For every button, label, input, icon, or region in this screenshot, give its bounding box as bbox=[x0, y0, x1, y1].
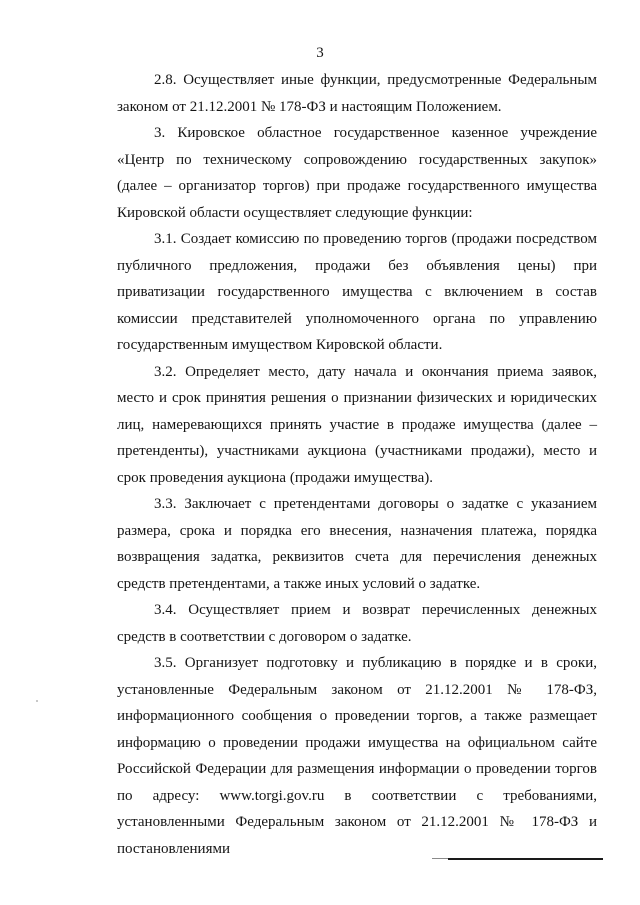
scan-speck bbox=[36, 700, 38, 702]
page-number: 3 bbox=[316, 45, 324, 61]
paragraph-3-5: 3.5. Организует подготовку и публикацию в порядке и в сроки, установленные Федеральным законом от 21.12.2001 № 178-ФЗ, информационного сообщения о проведении торгов, а также размещает информацию о проведении продажи имущества на официальном сайте Российской Федерации для размещения информации о проведении торгов по адресу: www.torgi.gov.ru в соответствии с требованиями, установленными Федеральным законом от 21.12.2001 № 178-ФЗ и постановлениями bbox=[117, 655, 597, 857]
paragraph-3-3: 3.3. Заключает с претендентами договоры о задатке с указанием размера, срока и порядка его внесения, назначения платежа, порядка возвращения задатка, реквизитов счета для перечисления денежных средств претендентами, а также иных условий о задатке. bbox=[117, 496, 597, 592]
paragraph-3-4: 3.4. Осуществляет прием и возврат перечисленных денежных средств в соответствии с договором о задатке. bbox=[117, 602, 597, 645]
paragraph-3: 3. Кировское областное государственное казенное учреждение «Центр по техническому сопровождению государственных закупок» (далее – организатор торгов) при продаже государственного имущества Кировской области осуществляет следующие функции: bbox=[117, 125, 597, 221]
footer-rule bbox=[448, 858, 603, 860]
paragraph-2-8: 2.8. Осуществляет иные функции, предусмотренные Федеральным законом от 21.12.2001 № 178-ФЗ и настоящим Положением. bbox=[117, 72, 597, 115]
document-body bbox=[117, 67, 597, 862]
paragraph-3-1: 3.1. Создает комиссию по проведению торгов (продажи посредством публичного предложения, продажи без объявления цены) при приватизации государственного имущества с включением в состав комиссии представителей уполномоченного органа по управлению государственным имуществом Кировской области. bbox=[117, 231, 597, 353]
paragraph-3-2: 3.2. Определяет место, дату начала и окончания приема заявок, место и срок принятия решения о признании физических и юридических лиц, намеревающихся принять участие в продаже имущества (далее – претенденты), участниками аукциона (участниками продажи), место и срок проведения аукциона (продажи имущества). bbox=[117, 363, 597, 486]
